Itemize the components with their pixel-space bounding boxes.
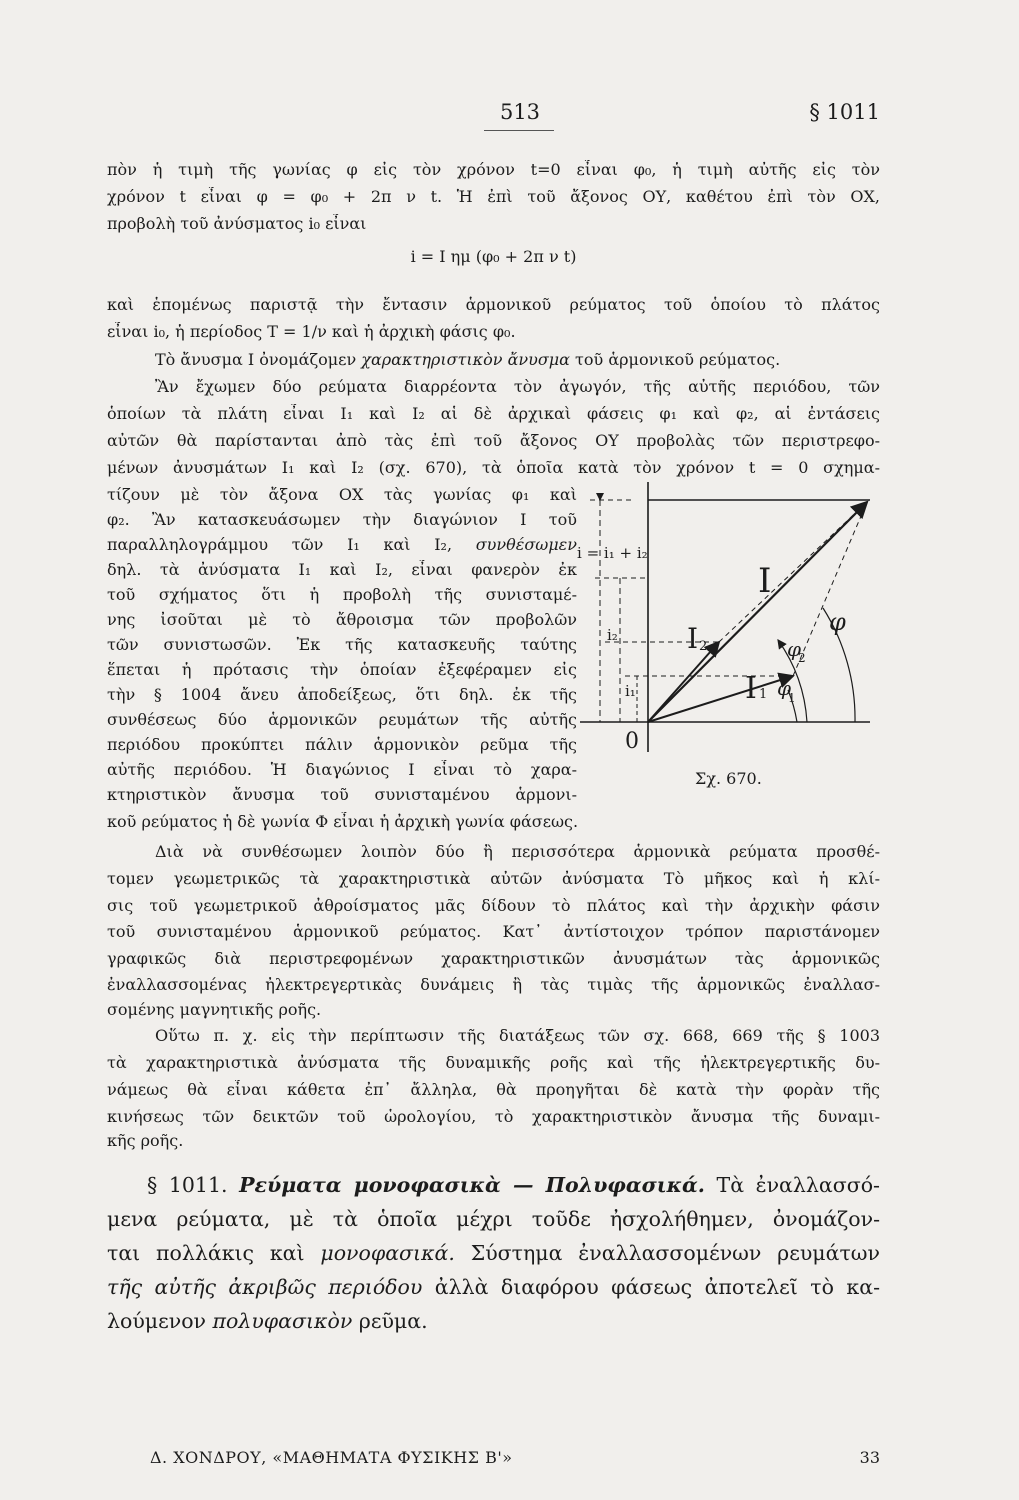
text-line: παραλληλογράμμου τῶν Ι₁ καὶ Ι₂, συνθέσωμεν xyxy=(107,535,577,554)
text-line: αὐτῆς περιόδου. Ἡ διαγώνιος Ι εἶναι τὸ χαρα- xyxy=(107,760,577,779)
phasor-diagram xyxy=(575,480,875,770)
footer-signature-number: 33 xyxy=(859,1448,880,1467)
text-line: χρόνον t εἶναι φ = φ₀ + 2π ν t. Ἡ ἐπὶ τοῦ ἄξονος ΟΥ, καθέτου ἐπὶ τὸν ΟΧ, xyxy=(107,187,880,206)
text-line: γραφικῶς διὰ περιστρεφομένων χαρακτηριστικῶν ἀνυσμάτων τὰς ἁρμονικῶς xyxy=(107,949,880,968)
sum-label: i = i₁ + i₂ xyxy=(577,544,648,562)
text-line: εἶναι i₀, ἡ περίοδος Τ = 1/ν καὶ ἡ ἀρχικὴ φάσις φ₀. xyxy=(107,322,516,341)
text-line: κινήσεως τῶν δεικτῶν τοῦ ὡρολογίου, τὸ χαρακτηριστικὸν ἄνυσμα τῆς δυναμι- xyxy=(107,1107,880,1126)
text-line: νης ἰσοῦται μὲ τὸ ἄθροισμα τῶν προβολῶν xyxy=(107,610,577,629)
text-line: κῆς ροῆς. xyxy=(107,1131,184,1150)
text-line: πὸν ἡ τιμὴ τῆς γωνίας φ εἰς τὸν χρόνον t=0 εἶναι φ₀, ἡ τιμὴ αὐτῆς εἰς τὸν xyxy=(107,160,880,179)
text-line: προβολὴ τοῦ ἀνύσματος i₀ εἶναι xyxy=(107,214,367,233)
vec2-label: I xyxy=(687,622,699,655)
phi2-label: φ xyxy=(787,637,802,661)
text-line: νάμεως θὰ εἶναι κάθετα ἐπ᾽ ἄλληλα, θὰ προηγῆται δὲ κατὰ τὴν φορὰν τῆς xyxy=(107,1080,880,1099)
text-line: τὴν § 1004 ἄνευ ἀποδείξεως, ὅτι δηλ. ἐκ τῆς xyxy=(107,685,577,704)
page-number: 513 xyxy=(499,100,541,124)
section-heading-line: § 1011. Ρεύματα μονοφασικὰ — Πολυφασικά. Τὰ ἐναλλασσό- xyxy=(147,1173,880,1197)
section-title: Ρεύματα μονοφασικὰ — Πολυφασικά. xyxy=(239,1173,705,1197)
vec1-label: I xyxy=(745,671,757,706)
text-line: Διὰ νὰ συνθέσωμεν λοιπὸν δύο ἢ περισσότερα ἁρμονικὰ ρεύματα προσθέ- xyxy=(155,842,880,861)
vec1-sub: 1 xyxy=(759,687,768,702)
italic-term: χαρακτηριστικὸν ἄνυσμα xyxy=(361,350,570,369)
text-line: φ₂. Ἂν κατασκευάσωμεν τὴν διαγώνιον Ι τοῦ xyxy=(107,510,577,529)
page-number-underline xyxy=(484,130,554,131)
phi1-sub: 1 xyxy=(788,691,796,705)
text-line: συνθέσεως δύο ἁρμονικῶν ρευμάτων τῆς αὐτῆς xyxy=(107,710,577,729)
text-line: ται πολλάκις καὶ μονοφασικά. Σύστημα ἐναλλασσομένων ρευμάτων xyxy=(107,1241,880,1265)
text-line: ἐναλλασσομένας ἠλεκτρεγερτικὰς δυνάμεις ἢ τὰς τιμὰς τῆς ἁρμονικῶς ἐναλλασ- xyxy=(107,975,880,994)
i2-label: i₂ xyxy=(607,626,618,644)
text-line: κοῦ ρεύματος ἡ δὲ γωνία Φ εἶναι ἡ ἀρχικὴ γωνία φάσεως. xyxy=(107,812,579,831)
phi2-sub: 2 xyxy=(798,651,806,665)
text-line: τοῦ σχήματος ὅτι ἡ προβολὴ τῆς συνισταμέ- xyxy=(107,585,577,604)
text-line: ὁποίων τὰ πλάτη εἶναι Ι₁ καὶ Ι₂ αἱ δὲ ἀρχικαὶ φάσεις φ₁ καὶ φ₂, αἱ ἐντάσεις xyxy=(107,404,880,423)
equation: i = I ημ (φ₀ + 2π ν t) xyxy=(410,247,577,266)
i1-label: i₁ xyxy=(625,682,636,700)
parallelogram-side xyxy=(793,502,867,676)
figure-caption: Σχ. 670. xyxy=(695,769,762,788)
section-reference: § 1011 xyxy=(809,100,880,124)
origin-label: 0 xyxy=(625,729,639,754)
footer-book-title: Δ. ΧΟΝΔΡΟΥ, «ΜΑΘΗΜΑΤΑ ΦΥΣΙΚΗΣ Β'» xyxy=(150,1448,513,1467)
text-line: Τὸ ἄνυσμα Ι ὀνομάζομεν χαρακτηριστικὸν ἄνυσμα τοῦ ἁρμονικοῦ ρεύματος. xyxy=(155,350,781,369)
text-line: τομεν γεωμετρικῶς τὰ χαρακτηριστικὰ αὐτῶν ἀνύσματα Τὸ μῆκος καὶ ἡ κλί- xyxy=(107,869,880,888)
phi-label: φ xyxy=(829,608,846,636)
text-line: μενα ρεύματα, μὲ τὰ ὁποῖα μέχρι τοῦδε ἠσχολήθημεν, ὀνομάζον- xyxy=(107,1207,880,1231)
text-line: τὰ χαρακτηριστικὰ ἀνύσματα τῆς δυναμικῆς ροῆς καὶ τῆς ἠλεκτρεγερτικῆς δυ- xyxy=(107,1053,880,1072)
text-line: καὶ ἑπομένως παριστᾷ τὴν ἔντασιν ἁρμονικοῦ ρεύματος τοῦ ὁποίου τὸ πλάτος xyxy=(107,295,880,314)
text-line: τῆς αὐτῆς ἀκριβῶς περιόδου ἀλλὰ διαφόρου φάσεως ἀποτελεῖ τὸ κα- xyxy=(107,1275,880,1299)
italic-term: συνθέσωμεν xyxy=(475,535,577,554)
section-number: § 1011. xyxy=(147,1173,228,1197)
text-line: τίζουν μὲ τὸν ἄξονα ΟΧ τὰς γωνίας φ₁ καὶ xyxy=(107,485,577,504)
text-line: δηλ. τὰ ἀνύσματα Ι₁ καὶ Ι₂, εἶναι φανερὸν ἐκ xyxy=(107,560,577,579)
text-line: σομένης μαγνητικῆς ροῆς. xyxy=(107,1000,322,1019)
text-line: Οὕτω π. χ. εἰς τὴν περίπτωσιν τῆς διατάξεως τῶν σχ. 668, 669 τῆς § 1003 xyxy=(155,1026,880,1045)
text-line: σις τοῦ γεωμετρικοῦ ἀθροίσματος μᾶς δίδουν τὸ πλάτος καὶ τὴν ἀρχικὴν φάσιν xyxy=(107,896,880,915)
vec2-sub: 2 xyxy=(699,639,708,654)
text-line: μένων ἀνυσμάτων Ι₁ καὶ Ι₂ (σχ. 670), τὰ ὁποῖα κατὰ τὸν χρόνον t = 0 σχημα- xyxy=(107,458,880,477)
figure-670-diagram xyxy=(575,480,875,770)
phi1-label: φ xyxy=(777,676,792,700)
text-line: κτηριστικὸν ἄνυσμα τοῦ συνισταμένου ἁρμονι- xyxy=(107,785,577,804)
resultant-label: I xyxy=(758,561,772,601)
text-line: περιόδου προκύπτει πάλιν ἁρμονικὸν ρεῦμα τῆς xyxy=(107,735,577,754)
text-line: Ἂν ἔχωμεν δύο ρεύματα διαρρέοντα τὸν ἀγωγόν, τῆς αὐτῆς περιόδου, τῶν xyxy=(155,377,880,396)
text-line: αὐτῶν θὰ παρίστανται ἀπὸ τὰς ἐπὶ τοῦ ἄξονος ΟΥ προβολὰς τῶν περιστρεφο- xyxy=(107,431,880,450)
text-line: ἕπεται ἡ πρότασις τὴν ὁποίαν ἐξεφέραμεν εἰς xyxy=(107,660,577,679)
text-line: τῶν συνιστωσῶν. Ἐκ τῆς κατασκευῆς ταύτης xyxy=(107,635,577,654)
text-line: τοῦ συνισταμένου ἁρμονικοῦ ρεύματος. Κατ᾽ ἀντίστοιχον τρόπον παριστάνομεν xyxy=(107,922,880,941)
text-line: λούμενον πολυφασικὸν ρεῦμα. xyxy=(107,1309,428,1333)
